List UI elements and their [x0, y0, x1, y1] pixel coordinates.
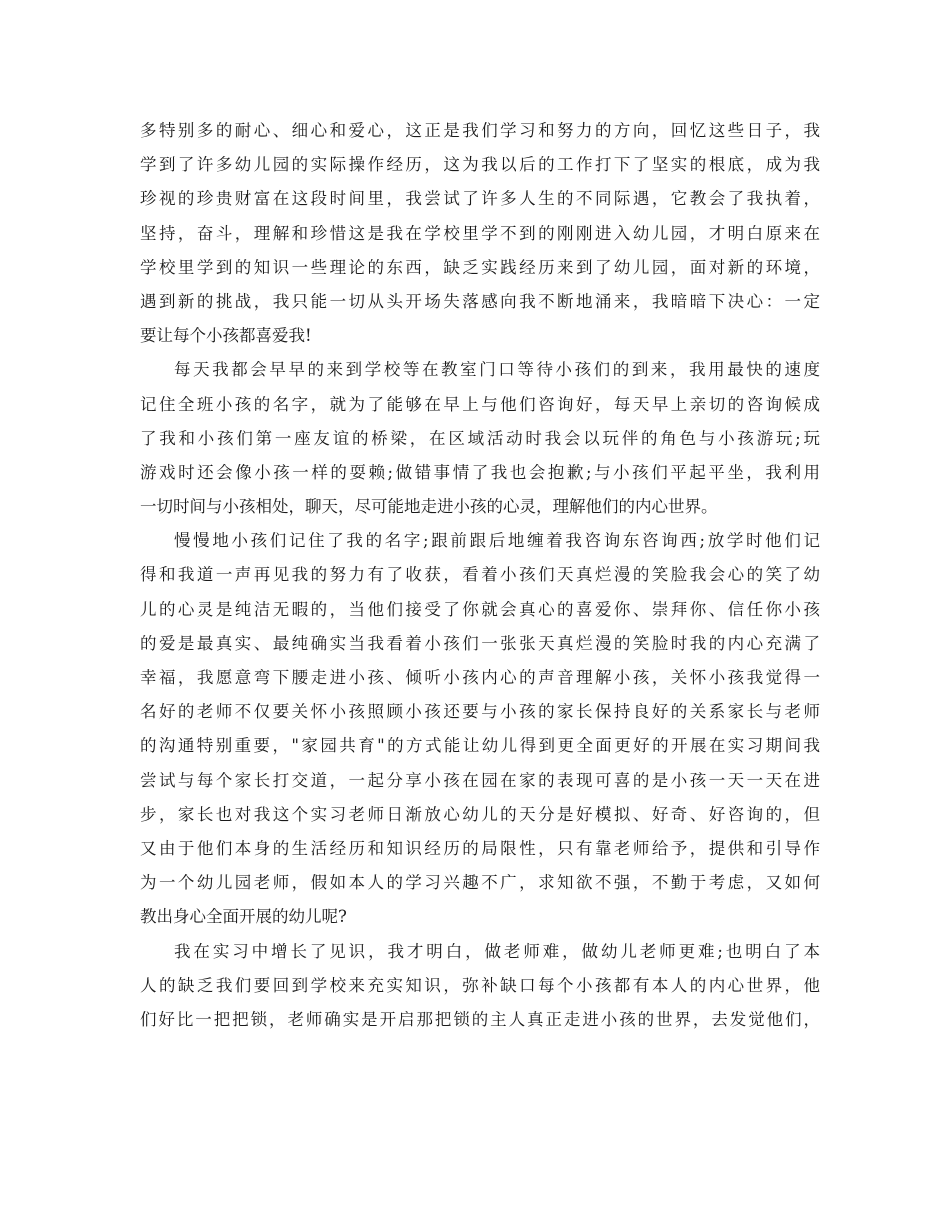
text-line: 珍视的珍贵财富在这段时间里，我尝试了许多人生的不同际遇，它教会了我执着， — [140, 189, 820, 209]
text-line: 的爱是最真实、最纯确实当我看着小孩们一张张天真烂漫的笑脸时我的内心充满了 — [140, 633, 820, 653]
text-line: 游戏时还会像小孩一样的耍赖;做错事情了我也会抱歉;与小孩们平起平坐，我利用 — [140, 462, 820, 482]
text-line: 教出身心全面开展的幼儿呢? — [140, 907, 347, 927]
text-line: 儿的心灵是纯洁无暇的，当他们接受了你就会真心的喜爱你、崇拜你、信任你小孩 — [140, 599, 820, 619]
text-line: 一切时间与小孩相处，聊天，尽可能地走进小孩的心灵，理解他们的内心世界。 — [140, 497, 718, 517]
text-line: 多特别多的耐心、细心和爱心，这正是我们学习和努力的方向，回忆这些日子，我 — [140, 121, 820, 140]
text-line: 坚持，奋斗，理解和珍惜这是我在学校里学不到的刚刚进入幼儿园，才明白原来在 — [140, 223, 820, 243]
text-line: 学校里学到的知识一些理论的东西，缺乏实践经历来到了幼儿园，面对新的环境， — [140, 257, 820, 277]
text-line: 幸福，我愿意弯下腰走进小孩、倾听小孩内心的声音理解小孩，关怀小孩我觉得一 — [140, 668, 820, 687]
paragraph-1 — [140, 114, 820, 353]
text-line: 要让每个小孩都喜爱我! — [140, 326, 312, 346]
text-line: 人的缺乏我们要回到学校来充实知识，弥补缺口每个小孩都有本人的内心世界，他 — [140, 975, 820, 995]
text-line: 名好的老师不仅要关怀小孩照顾小孩还要与小孩的家长保持良好的关系家长与老师 — [140, 702, 820, 722]
paragraph-4 — [140, 935, 820, 1038]
paragraph-2 — [140, 353, 820, 524]
text-line: 得和我道一声再见我的努力有了收获，看着小孩们天真烂漫的笑脸我会心的笑了幼 — [140, 565, 820, 585]
text-line: 慢慢地小孩们记住了我的名字;跟前跟后地缠着我咨询东咨询西;放学时他们记 — [174, 531, 820, 551]
text-line: 又由于他们本身的生活经历和知识经历的局限性，只有靠老师给予，提供和引导作 — [140, 838, 820, 858]
text-line: 学到了许多幼儿园的实际操作经历，这为我以后的工作打下了坚实的根底，成为我 — [140, 155, 820, 175]
text-line: 记住全班小孩的名字，就为了能够在早上与他们咨询好，每天早上亲切的咨询候成 — [140, 394, 820, 414]
text-line: 遇到新的挑战，我只能一切从头开场失落感向我不断地涌来，我暗暗下决心：一定 — [140, 291, 820, 311]
text-line: 尝试与每个家长打交道，一起分享小孩在园在家的表现可喜的是小孩一天一天在进 — [140, 770, 820, 790]
text-line: 我在实习中增长了见识，我才明白，做老师难，做幼儿老师更难;也明白了本 — [174, 941, 820, 961]
text-line: 了我和小孩们第一座友谊的桥梁，在区域活动时我会以玩伴的角色与小孩游玩;玩 — [140, 428, 820, 448]
text-line: 每天我都会早早的来到学校等在教室门口等待小孩们的到来，我用最快的速度 — [174, 360, 820, 380]
text-line: 为一个幼儿园老师，假如本人的学习兴趣不广，求知欲不强，不勤于考虑，又如何 — [140, 873, 820, 893]
paragraph-3 — [140, 524, 820, 934]
text-line: 们好比一把把锁，老师确实是开启那把锁的主人真正走进小孩的世界，去发觉他们， — [140, 1009, 820, 1029]
document-body — [140, 114, 820, 1037]
text-line: 的沟通特别重要，"家园共育"的方式能让幼儿得到更全面更好的开展在实习期间我 — [140, 736, 820, 756]
text-line: 步，家长也对我这个实习老师日渐放心幼儿的天分是好模拟、好奇、好咨询的，但 — [140, 804, 820, 824]
